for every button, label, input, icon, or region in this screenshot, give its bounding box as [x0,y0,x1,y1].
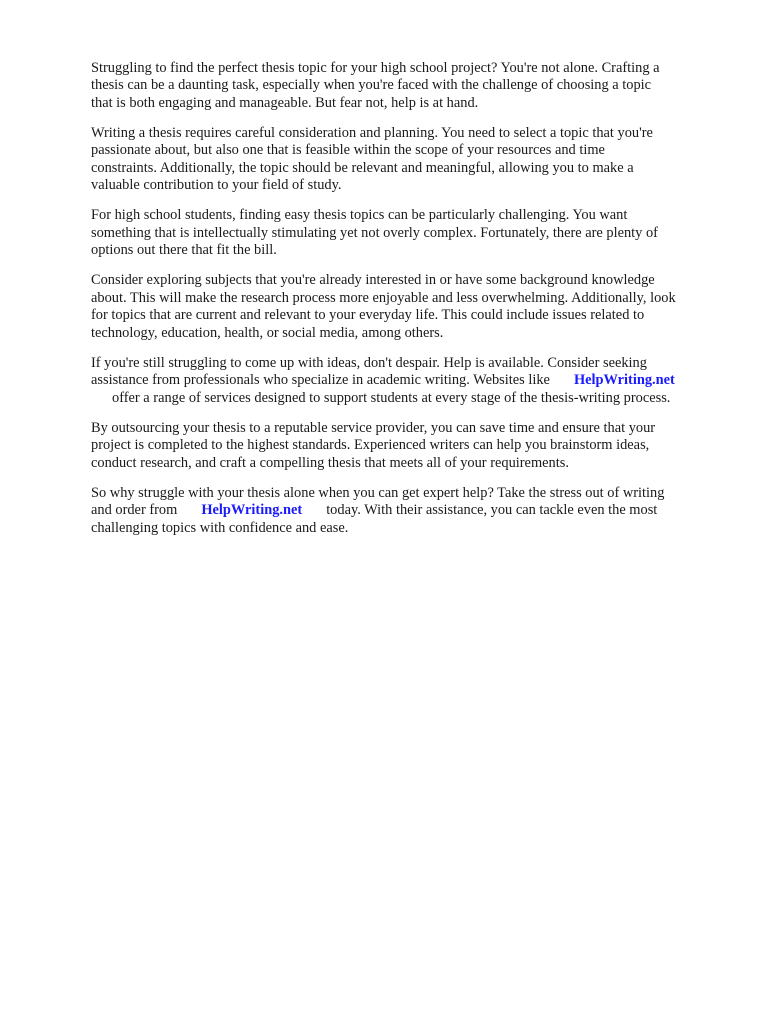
text-line: Writing a thesis requires careful consideration and planning. You need to select a topic that you're [91,125,653,142]
paragraph-exploring-subjects [91,272,731,342]
text-line: project is completed to the highest standards. Experienced writers can help you brainstorm ideas, [91,437,650,454]
text-line [91,372,731,389]
text-line: valuable contribution to your field of study. [91,177,342,194]
paragraph-easy-topics [91,207,731,259]
text-fragment: today. With their assistance, you can tackle even the most [326,502,658,519]
text-line: For high school students, finding easy thesis topics can be particularly challenging. You want [91,207,628,224]
text-line: If you're still struggling to come up with ideas, don't despair. Help is available. Consider seeking [91,354,647,371]
paragraph-planning [91,125,731,195]
text-line: conduct research, and craft a compelling thesis that meets all of your requirements. [91,454,569,471]
text-line: By outsourcing your thesis to a reputable service provider, you can save time and ensure that your [91,419,656,436]
paragraph-conclusion [91,485,731,537]
text-line: So why struggle with your thesis alone when you can get expert help? Take the stress out of writing [91,484,665,501]
text-line: Consider exploring subjects that you're already interested in or have some background knowledge [91,272,655,289]
paragraph-outsourcing [91,420,731,472]
helpwriting-link[interactable]: HelpWriting.net [201,502,303,519]
text-line: challenging topics with confidence and ease. [91,519,349,536]
text-fragment: and order from [91,502,178,519]
paragraph-seek-help [91,355,731,407]
text-line: Struggling to find the perfect thesis topic for your high school project? You're not alone. Crafting a [91,60,660,76]
text-line: for topics that are current and relevant to your everyday life. This could include issues related to [91,307,645,324]
text-line: offer a range of services designed to support students at every stage of the thesis-writing process. [112,389,671,406]
document-page [91,60,731,550]
text-line: technology, education, health, or social media, among others. [91,324,444,341]
text-line: constraints. Additionally, the topic should be relevant and meaningful, allowing you to make a [91,159,634,176]
text-line: thesis can be a daunting task, especially when you're faced with the challenge of choosing a topic [91,77,652,94]
text-line [91,502,731,519]
text-fragment: assistance from professionals who specialize in academic writing. Websites like [91,372,550,389]
text-line: about. This will make the research process more enjoyable and less overwhelming. Additionally, look [91,289,676,306]
text-line: passionate about, but also one that is feasible within the scope of your resources and time [91,142,605,159]
helpwriting-link[interactable]: HelpWriting.net [573,372,675,389]
text-line: options out there that fit the bill. [91,242,277,259]
text-line: that is both engaging and manageable. But fear not, help is at hand. [91,94,479,111]
text-line: something that is intellectually stimulating yet not overly complex. Fortunately, there are plenty of [91,224,658,241]
paragraph-intro [91,60,731,112]
